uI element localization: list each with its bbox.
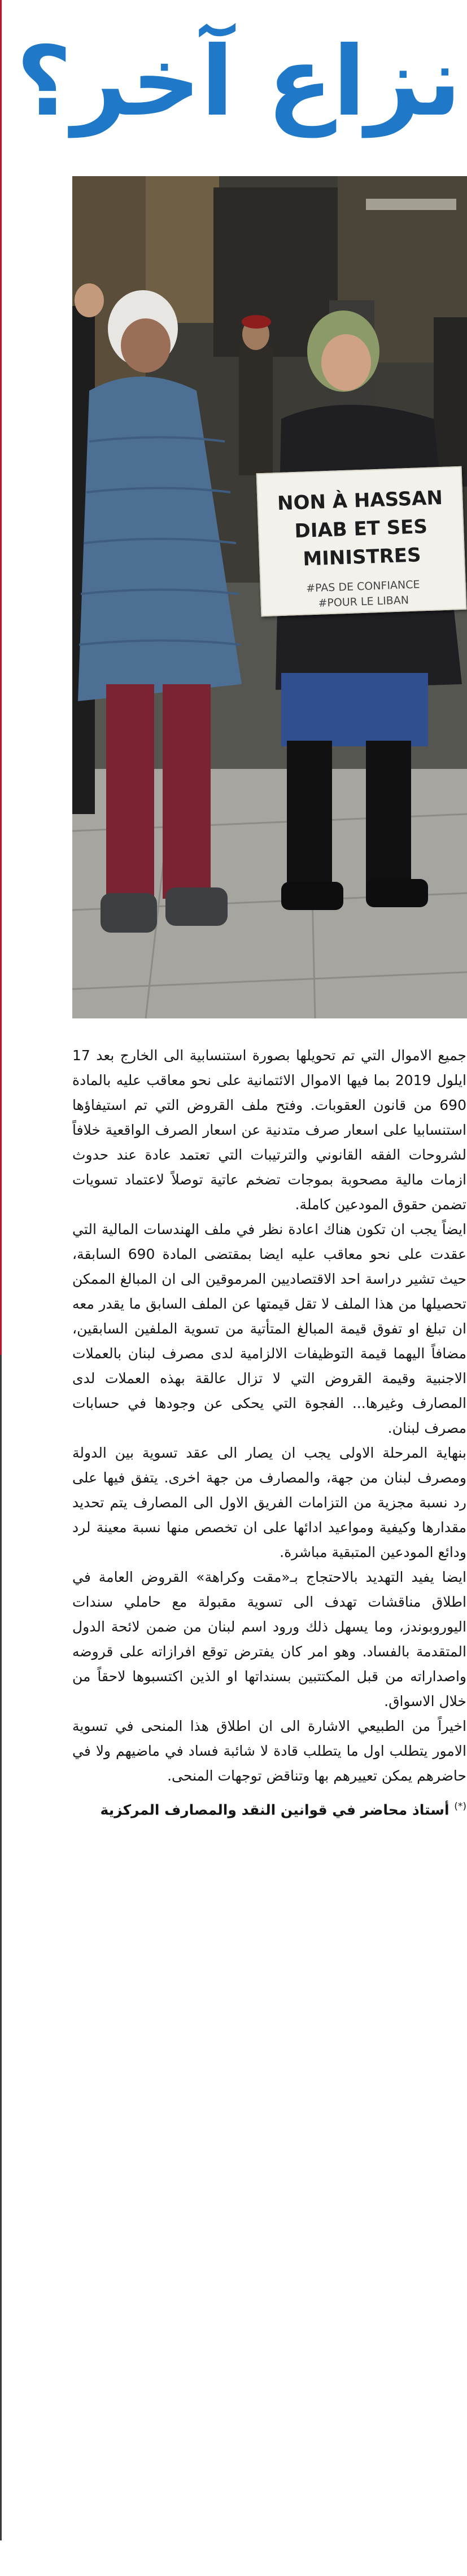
article-body [72, 1043, 466, 2568]
author-title: أستاذ محاضر في قوانين النقد والمصارف المركزية [100, 1801, 449, 1818]
page-headline: نزاع آخر؟ [16, 26, 461, 138]
article-paragraph: ايضاً يجب ان تكون هناك اعادة نظر في ملف الهندسات المالية التي عقدت على نحو معاقب عليه ايضا بمقتضى المادة 690 السابقة، حيث تشير دراسة احد الاقتصاديين المرموقين الى ان المبالغ الممكن تحصيلها من هذا الملف لا تقل قيمتها عن الملف السابق ما يقدر معه ان تبلغ او تفوق قيمة المبالغ المتأتية من تسوية الملفين السابقين، مضافاً اليهما قيمة التوظيفات الالزامية لدى مصرف لبنان بالعملات الاجنبية وقيمة القروض التي لا تزال عالقة بهذه العملات لدى المصارف وغيرها... الفجوة التي يحكى عن وجودها في حسابات مصرف لبنان. [72, 1221, 466, 1436]
article-paragraph: اخيراً من الطبيعي الاشارة الى ان اطلاق هذا المنحى في تسوية الامور يتطلب اول ما يتطلب قادة لا شائبة فساد في ماضيهم ولا في حاضرهم يمكن تعييرهم بها وتناقض توجهات المنحى. [72, 1718, 466, 1784]
article-paragraph: ايضا يفيد التهديد بالاحتجاج بـ«مقت وكراهة» القروض العامة في اطلاق مناقشات تهدف الى تسوية مقبولة مع حاملي سندات اليوروبوندز، وما يسهل ذلك ورود اسم لبنان من ضمن لائحة الدول المتقدمة بالفساد. وهو امر كان يفترض توقع افرازاته على قروضه واصداراته من قبل المكتتبين بسنداتها او الذين اكتسبوها لاحقاً من خلال الاسواق. [72, 1569, 466, 1709]
left-accent-rule [0, 0, 2, 1355]
sign-line-3: MINISTRES [302, 544, 422, 571]
sign-hashtag-1: #PAS DE CONFIANCE [305, 578, 420, 595]
author-byline [72, 1794, 466, 1822]
left-column-rule [0, 1355, 2, 2540]
sign-hashtag-2: #POUR LE LIBAN [318, 594, 409, 610]
protest-photo [72, 176, 467, 1018]
footnote-mark: (*) [454, 1801, 466, 1812]
sign-line-2: DIAB ET SES [294, 515, 428, 543]
protest-sign [256, 466, 467, 617]
article-paragraph: جميع الاموال التي تم تحويلها بصورة استنسابية الى الخارج بعد 17 ايلول 2019 بما فيها الاموال الائتمانية على نحو معاقب عليه بالمادة 690 من قانون العقوبات. وفتح ملف القروض التي تم استيفاؤها استنسابيا على اسعار صرف متدنية عن اسعار الصرف الواقعية خلافاً لشروحات الفقه القانوني والترتيبات التي تعتمد عادة عند حدوث ازمات مالية مصحوبة بموجات تضخم عاتية توصلاً لاعتماد تسويات تضمن حقوق المودعين كاملة. [72, 1047, 466, 1213]
sign-line-1: NON À HASSAN [277, 486, 443, 515]
article-paragraph: بنهاية المرحلة الاولى يجب ان يصار الى عقد تسوية بين الدولة ومصرف لبنان من جهة، والمصارف من جهة اخرى. يتفق فيها على رد نسبة مجزية من التزامات الفريق الاول الى المصارف يتم تحديد مقدارها وكيفية ومواعيد ادائها على ان تخصص منها نسبة معينة لرد ودائع المودعين المتبقية مباشرة. [72, 1445, 466, 1560]
